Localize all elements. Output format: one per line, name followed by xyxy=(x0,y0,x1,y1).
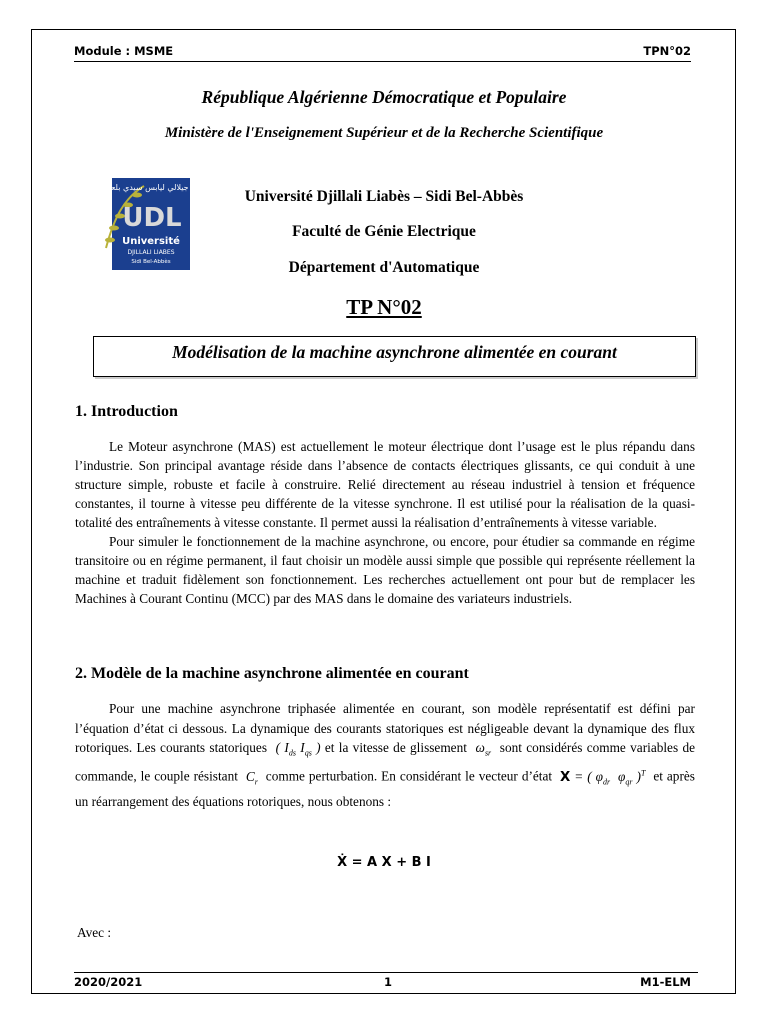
section2-body xyxy=(75,699,695,811)
load-torque-symbol: $C_r$ xyxy=(241,768,258,787)
model-text-4: comme perturbation. En considérant le vecteur d’état xyxy=(265,768,553,784)
ministry-title: Ministère de l'Enseignement Supérieur et de la Recherche Scientifique xyxy=(164,125,604,141)
section1-title: 1. Introduction xyxy=(75,403,178,420)
subject-title: Modélisation de la machine asynchrone alimentée en courant xyxy=(172,342,617,362)
logo-name: Université xyxy=(122,236,180,247)
university-name: Université Djillali Liabès – Sidi Bel-Abbès xyxy=(244,188,524,205)
university-logo xyxy=(97,178,211,270)
footer-level: M1-ELM xyxy=(640,975,691,989)
header-rule xyxy=(74,61,691,62)
logo-sub2: Sidi Bel-Abbès xyxy=(131,259,171,265)
model-text-5: et après un réarrangement des équations rotoriques, nous obtenons : xyxy=(75,768,695,809)
logo-brand: UDL xyxy=(122,203,182,233)
model-text-1: Pour une machine asynchrone triphasée alimentée en courant, son modèle représentatif est défini par l’équation d’état ci dessous. La dynamique des courants statoriques est négligeable devant la dynamique des flux rotoriques. Les courants statoriques xyxy=(75,701,695,755)
model-text-2: et la vitesse de glissement xyxy=(324,740,467,755)
module-label: Module : MSME xyxy=(74,44,174,58)
tp-label: TPN°02 xyxy=(643,44,691,58)
state-vector-symbol: X = ( $\varphi_{dr}$ $\varphi_{qr}$ )$^T$ xyxy=(560,768,646,787)
tp-title: TP N°02 xyxy=(346,295,422,319)
department-name: Département d'Automatique xyxy=(288,259,480,276)
page-number: 1 xyxy=(384,975,393,989)
avec-label: Avec : xyxy=(77,925,112,940)
faculty-name: Faculté de Génie Electrique xyxy=(292,223,476,240)
subject-box xyxy=(93,336,696,377)
section1-body xyxy=(75,437,695,608)
footer-rule xyxy=(74,972,698,973)
logo-arabic: جامعة جيلالي ليابس سيدي بلعباس xyxy=(97,183,211,192)
model-paragraph xyxy=(75,699,695,811)
model-text-3: sont considérés comme variables de commande, le couple résistant xyxy=(75,740,695,784)
slip-speed-symbol: $\omega_{sr}$ xyxy=(471,740,492,758)
republic-title: République Algérienne Démocratique et Populaire xyxy=(201,87,567,107)
intro-paragraph-1: Le Moteur asynchrone (MAS) est actuellement le moteur électrique dont l’usage est le plus répandu dans l’industrie. Son principal avantage réside dans l’absence de contacts électriques glissants, ce qui conduit à une structure simple, robuste et facile à construire. Relié directement au réseau industriel à tension et fréquence constantes, il tourne à vitesse peu différente de la vitesse synchrone. Il est utilisé pour la réalisation de la quasi-totalité des entraînements à vitesse constante. Il permet aussi la réalisation d’entraînements à vitesse variable. xyxy=(75,439,695,530)
section2-title: 2. Modèle de la machine asynchrone alimentée en courant xyxy=(75,665,469,682)
logo-sub1: DJILLALI LIABES xyxy=(127,249,175,256)
intro-paragraph-2: Pour simuler le fonctionnement de la machine asynchrone, ou encore, pour étudier sa commande en régime transitoire ou en régime permanent, il faut choisir un modèle aussi simple que possible qui représente réellement la machine et traduit fidèlement son fonctionnement. Les recherches actuellement ont pour but de remplacer les Machines à Courant Continu (MCC) par des MAS dans le domaine des variateurs industriels. xyxy=(75,534,695,606)
state-equation: Ẋ = A X + B I xyxy=(337,855,431,870)
stator-currents-symbol: ( $I_{ds}$ $I_{qs}$ ) xyxy=(271,740,321,758)
footer-year: 2020/2021 xyxy=(74,975,143,989)
